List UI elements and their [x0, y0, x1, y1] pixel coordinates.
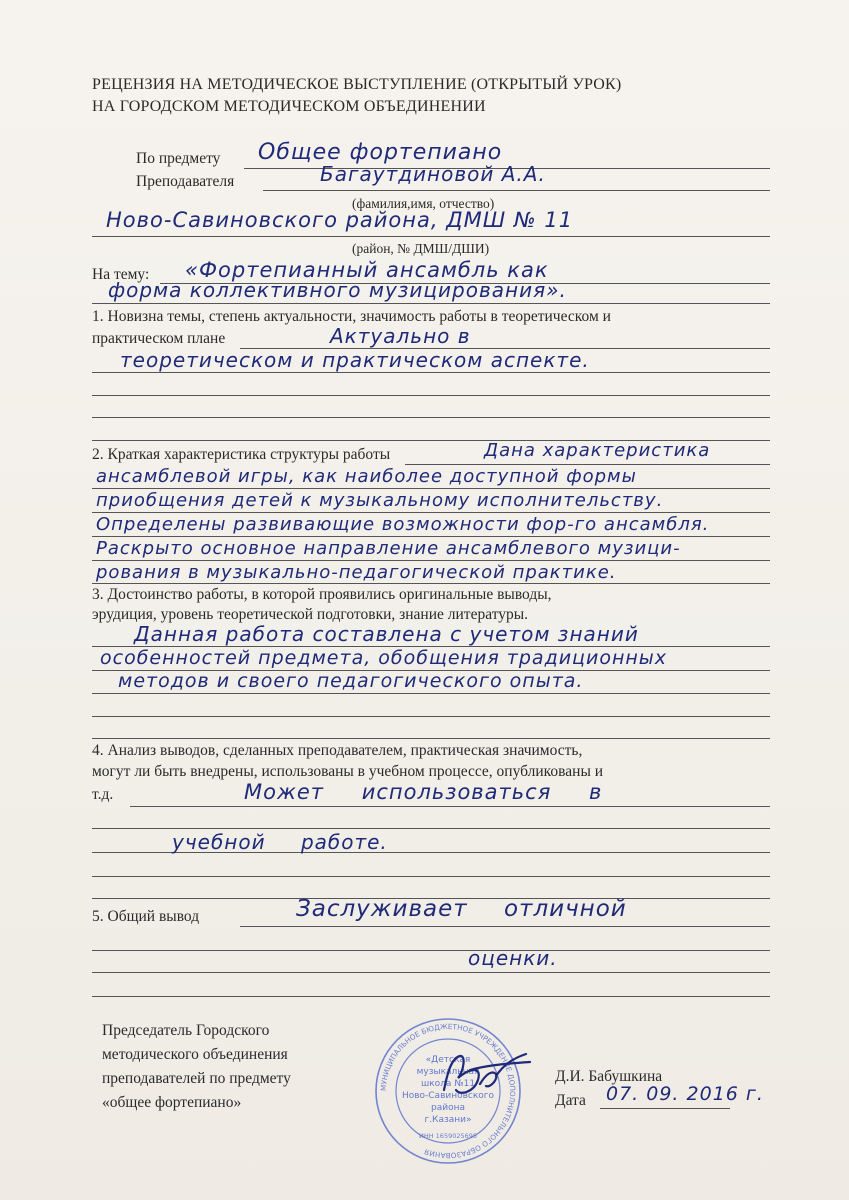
section-5-value-2: оценки.	[468, 946, 558, 970]
section-1-label-1: 1. Новизна темы, степень актуальности, значимость работы в теоретическом и	[92, 308, 611, 325]
section-2-value-5: Раскрыто основное направление ансамблевого музици-	[96, 538, 681, 559]
date-line	[600, 1108, 730, 1109]
section-1-line-2	[92, 372, 770, 373]
chair-name: Д.И. Бабушкина	[555, 1068, 663, 1085]
stamp-line-1: «Детская	[425, 1055, 471, 1065]
stamp-line-5: района	[431, 1103, 465, 1113]
section-4-label-3: т.д.	[92, 786, 114, 803]
form-title-line-2: НА ГОРОДСКОМ МЕТОДИЧЕСКОМ ОБЪЕДИНЕНИИ	[92, 98, 486, 115]
subject-label: По предмету	[136, 150, 221, 167]
stamp-line-4: Ново-Савиновского	[401, 1091, 495, 1101]
section-3-value-1: Данная работа составлена с учетом знаний	[134, 622, 639, 646]
section-1-value-1: Актуально в	[330, 324, 471, 348]
topic-value-2: форма коллективного музицирования».	[108, 278, 567, 302]
chair-line-1: Председатель Городского	[102, 1022, 270, 1039]
topic-label: На тему:	[92, 266, 150, 283]
section-4-label-1: 4. Анализ выводов, сделанных преподавателем, практическая значимость,	[92, 742, 583, 759]
district-caption: (район, № ДМШ/ДШИ)	[352, 241, 490, 256]
teacher-caption: (фамилия,имя, отчество)	[352, 196, 495, 211]
section-2-line-2	[92, 488, 770, 489]
section-2-value-6: рования в музыкально-педагогической практике.	[96, 562, 617, 583]
section-4-line-2	[92, 828, 770, 829]
section-4-line-1	[130, 806, 770, 807]
section-5-line-4	[92, 996, 770, 997]
signature	[430, 1040, 540, 1110]
section-2-value-1: Дана характеристика	[484, 440, 711, 461]
section-2-line-1	[405, 464, 770, 465]
date-value: 07. 09. 2016 г.	[606, 1083, 764, 1105]
section-5-line-3	[92, 972, 770, 973]
section-5-line-1	[240, 926, 770, 927]
section-5-line-2	[92, 950, 770, 951]
stamp-line-2: музыкальная	[416, 1067, 480, 1077]
section-2-value-2: ансамблевой игры, как наиболее доступной формы	[96, 466, 637, 487]
section-3-line-4	[92, 716, 770, 717]
section-5-label: 5. Общий вывод	[92, 908, 200, 925]
section-1-line-4	[92, 417, 770, 418]
section-2-value-4: Определены развивающие возможности фор-го ансамбля.	[96, 514, 710, 535]
stamp-line-6: г.Казани»	[424, 1115, 472, 1125]
section-2-line-5	[92, 560, 770, 561]
topic-value-1: «Фортепианный ансамбль как	[185, 258, 549, 282]
stamp-ring-text: МУНИЦИПАЛЬНОЕ БЮДЖЕТНОЕ УЧРЕЖДЕНИЕ ДОПОЛНИТЕЛЬНОГО ОБРАЗОВАНИЯ	[378, 1021, 518, 1161]
section-2-label: 2. Краткая характеристика структуры работы	[92, 446, 391, 463]
topic-line-2	[92, 303, 770, 304]
section-2-line-3	[92, 512, 770, 513]
district-value: Ново-Савиновского района, ДМШ № 11	[106, 208, 574, 232]
subject-value: Общее фортепиано	[258, 140, 503, 165]
section-3-label-1: 3. Достоинство работы, в которой проявились оригинальные выводы,	[92, 586, 552, 603]
section-4-label-2: могут ли быть внедрены, использованы в учебном процессе, опубликованы и	[92, 763, 604, 780]
section-3-value-3: методов и своего педагогического опыта.	[118, 670, 584, 692]
teacher-label: Преподавателя	[136, 173, 235, 190]
section-4-value-1: Может использоваться в	[244, 780, 603, 804]
section-5-value-1: Заслуживает отличной	[296, 896, 627, 922]
section-2-value-3: приобщения детей к музыкальному исполнительству.	[96, 490, 664, 511]
section-1-line-3	[92, 395, 770, 396]
section-3-line-3	[92, 693, 770, 694]
chair-line-2: методического объединения	[102, 1046, 288, 1063]
section-3-line-5	[92, 738, 770, 739]
section-2-line-6	[92, 583, 770, 584]
section-1-value-2: теоретическом и практическом аспекте.	[120, 348, 590, 372]
stamp-inn: ИНН 1659025695	[418, 1132, 478, 1140]
section-3-value-2: особенностей предмета, обобщения традиционных	[100, 647, 668, 669]
date-label: Дата	[555, 1092, 586, 1109]
teacher-line	[263, 190, 770, 191]
form-title-line-1: РЕЦЕНЗИЯ НА МЕТОДИЧЕСКОЕ ВЫСТУПЛЕНИЕ (ОТКРЫТЫЙ УРОК)	[92, 76, 622, 93]
stamp-line-3: школа №11	[420, 1079, 476, 1089]
section-2-line-4	[92, 536, 770, 537]
section-1-label-2: практическом плане	[92, 330, 226, 347]
section-4-value-2: учебной работе.	[172, 830, 388, 854]
chair-line-3: преподавателей по предмету	[102, 1070, 291, 1087]
teacher-value: Багаутдиновой А.А.	[320, 162, 546, 186]
chair-line-4: «общее фортепиано»	[102, 1094, 242, 1111]
district-line	[92, 236, 770, 237]
section-4-line-4	[92, 876, 770, 877]
section-3-label-2: эрудиция, уровень теоретической подготовки, знание литературы.	[92, 606, 529, 623]
